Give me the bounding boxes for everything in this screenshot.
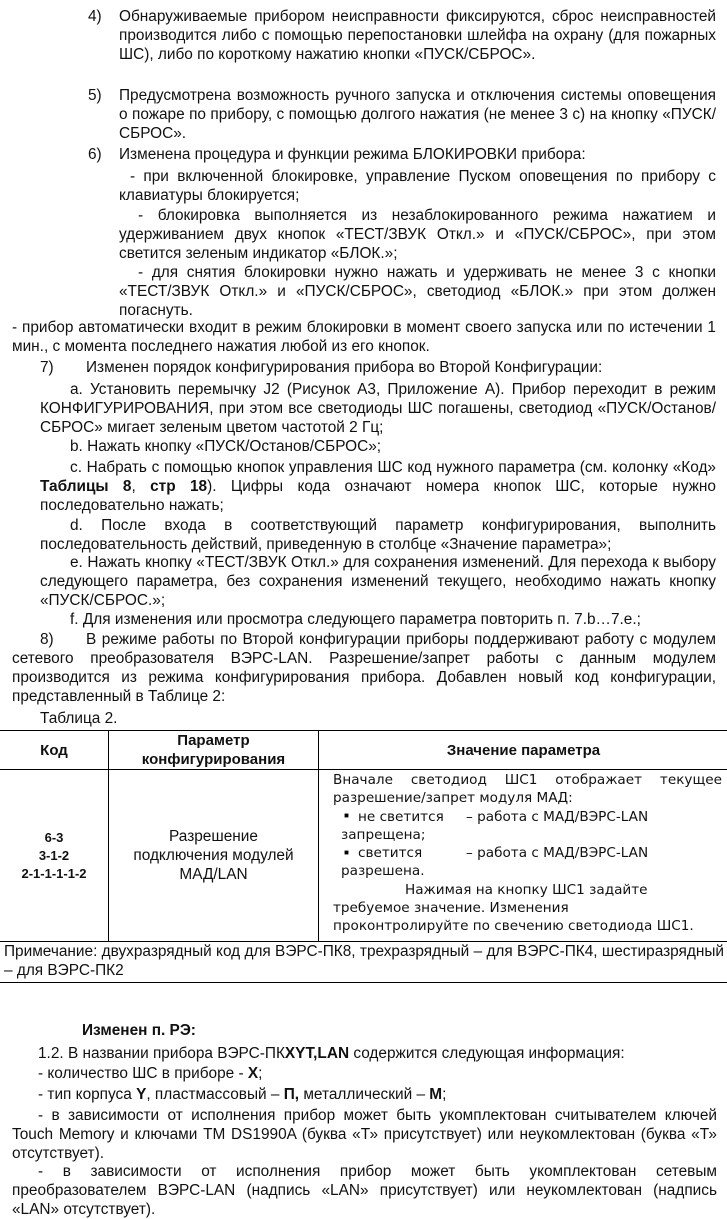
item-7-step-e: e. Нажать кнопку «ТЕСТ/ЗВУК Откл.» для сохранения изменений. Для перехода к выбору следующего параметра, без сохранения изменений текущего, необходимо нажать кнопку «ПУСК/СБРОС.»; xyxy=(40,553,716,610)
bullet-off-desc: – работа с МАД/ВЭРС-LAN xyxy=(466,809,648,825)
bullet-icon xyxy=(345,814,349,818)
value-outro-1: Нажимая на кнопку ШС1 задайте xyxy=(333,881,722,899)
bullet-off xyxy=(333,808,722,826)
cell-codes xyxy=(0,770,109,942)
item-7-text: Изменен порядок конфигурирования прибора во Второй Конфигурации: xyxy=(86,358,716,377)
re-y-line xyxy=(38,1085,718,1104)
item-5-number: 5) xyxy=(88,86,102,105)
value-intro: Вначале светодиод ШС1 отображает текущее разрешение/запрет модуля МАД: xyxy=(333,771,722,808)
bullet-icon xyxy=(345,850,349,854)
table-caption: Таблица 2. xyxy=(40,709,117,728)
item-7-step-b: b. Нажать кнопку «ПУСК/Останов/СБРОС»; xyxy=(40,437,716,456)
step-c-text-end: ). Цифры кода означают номера кнопок ШС, которые нужно последовательно нажать; xyxy=(40,478,716,514)
item-7-number: 7) xyxy=(40,358,54,377)
bullet-on xyxy=(333,844,722,862)
x-end: ; xyxy=(258,1065,262,1082)
item-6-sub-2: - блокировка выполняется из незаблокированного режима нажатием и удерживанием двух кнопок «ТЕСТ/ЗВУК Откл.» и «ПУСК/СБРОС», при этом светится зеленым индикатор «БЛОК.»; xyxy=(119,206,716,263)
code-pk8: 6-3 xyxy=(0,829,108,847)
bullet-off-state: не светится xyxy=(358,808,466,826)
re-heading: Изменен п. РЭ: xyxy=(82,1021,196,1040)
item-5-text: Предусмотрена возможность ручного запуска и отключения системы оповещения о пожаре по прибору, с помощью долгого нажатия (не менее 3 с) на кнопку «ПУСК/СБРОС». xyxy=(119,86,716,143)
header-param xyxy=(109,731,319,770)
item-7-step-c xyxy=(40,458,716,515)
value-outro-3: проконтролируйте по свечению светодиода ШС1. xyxy=(333,917,722,935)
step-c-table-ref: Таблицы 8 xyxy=(40,478,131,495)
cell-param xyxy=(109,770,319,942)
step-c-text: c. Набрать с помощью кнопок управления ШС код нужного параметра (см. колонку «Код» xyxy=(70,459,716,476)
value-outro-2: требуемое значение. Изменения xyxy=(333,899,722,917)
step-c-page-ref: стр 18 xyxy=(150,478,207,495)
y-symbol: Y xyxy=(136,1086,146,1103)
item-6-sub-3: - для снятия блокировки нужно нажать и удерживать не менее 3 с кнопки «ТЕСТ/ЗВУК Откл.» и «ПУСК/СБРОС», светодиод «БЛОК.» при этом должен погаснуть. xyxy=(119,263,716,320)
bullet-on-desc: – работа с МАД/ВЭРС-LAN xyxy=(466,845,648,861)
item-6-auto-lock: - прибор автоматически входит в режим блокировки в момент своего запуска или по истечении 1 мин., с момента последнего нажатия любой из его кнопок. xyxy=(12,318,716,356)
step-c-sep: , xyxy=(131,478,150,495)
y-text: - тип корпуса xyxy=(38,1086,136,1103)
item-8-number: 8) xyxy=(40,630,54,649)
cell-value xyxy=(319,770,727,942)
x-text: - количество ШС в приборе - xyxy=(38,1065,248,1082)
y-plastic: П, xyxy=(284,1086,299,1103)
y-text-2: , пластмассовый – xyxy=(146,1086,283,1103)
p12-text: 1.2. В названии прибора ВЭРС-ПК xyxy=(38,1045,285,1062)
item-6-number: 6) xyxy=(88,145,102,164)
table-note: Примечание: двухразрядный код для ВЭРС-ПК8, трехразрядный – для ВЭРС-ПК4, шестиразрядный – для ВЭРС-ПК2 xyxy=(0,942,727,983)
y-end: ; xyxy=(442,1086,446,1103)
re-touch-memory: - в зависимости от исполнения прибор может быть укомплектован считывателем ключей Touch Memory и ключами ТМ DS1990A (буква «Т» присутствует) или неукомлектован (буква «Т» отсутствует). xyxy=(12,1106,717,1163)
code-pk2: 2-1-1-1-1-2 xyxy=(0,865,108,883)
bullet-on-cont: разрешена. xyxy=(333,862,722,880)
header-code: Код xyxy=(0,731,109,770)
x-symbol: X xyxy=(248,1065,258,1082)
p12-model-suffix: XYT,LAN xyxy=(285,1045,349,1062)
re-lan: - в зависимости от исполнения прибор может быть укомплектован сетевым преобразователем ВЭРС-LAN (надпись «LAN» присутствует) или неукомлектован (надпись «LAN» отсутствует). xyxy=(12,1162,717,1219)
item-7-step-f: f. Для изменения или просмотра следующего параметра повторить п. 7.b…7.e.; xyxy=(40,610,716,629)
param-line-1: Разрешение xyxy=(109,827,318,846)
item-7-step-d: d. После входа в соответствующий параметр конфигурирования, выполнить последовательность действий, приведенную в столбце «Значение параметра»; xyxy=(40,516,716,554)
item-6-sub-1: - при включенной блокировке, управление Пуском оповещения по прибору с клавиатуры блокируется; xyxy=(119,167,716,205)
header-value: Значение параметра xyxy=(319,731,727,770)
item-6-text: Изменена процедура и функции режима БЛОКИРОВКИ прибора: xyxy=(119,145,716,164)
y-metal: М xyxy=(429,1086,442,1103)
bullet-off-cont: запрещена; xyxy=(333,826,722,844)
re-p12 xyxy=(38,1044,718,1063)
header-param-line-1: Параметр xyxy=(177,732,249,749)
param-line-2: подключения модулей xyxy=(109,846,318,865)
y-text-3: металлический – xyxy=(299,1086,429,1103)
code-pk4: 3-1-2 xyxy=(0,847,108,865)
item-4-text: Обнаруживаемые прибором неисправности фиксируются, сброс неисправностей производится либо с помощью перепостановки шлейфа на охрану (для пожарных ШС), либо по короткому нажатию кнопки «ПУСК/СБРОС». xyxy=(119,7,716,64)
config-table xyxy=(0,730,727,983)
bullet-on-state: светится xyxy=(358,844,466,862)
item-7-step-a: a. Установить перемычку J2 (Рисунок А3, Приложение А). Прибор переходит в режим КОНФИГУРИРОВАНИЯ, при этом все светодиоды ШС погашены, светодиод «ПУСК/Останов/СБРОС» мигает зеленым цветом частотой 2 Гц; xyxy=(40,380,716,437)
re-x-line xyxy=(38,1064,718,1083)
header-param-line-2: конфигурирования xyxy=(142,751,285,768)
p12-text-end: содержится следующая информация: xyxy=(349,1045,625,1062)
item-4-number: 4) xyxy=(88,7,102,26)
param-line-3: МАД/LAN xyxy=(109,865,318,884)
item-8-text: В режиме работы по Второй конфигурации приборы поддерживают работу с модулем сетевого преобразователя ВЭРС-LAN. Разрешение/запрет работы с данным модулем производится из режима конфигурирования прибора. Добавлен новый код конфигурации, представленный в Таблице 2: xyxy=(12,630,716,706)
